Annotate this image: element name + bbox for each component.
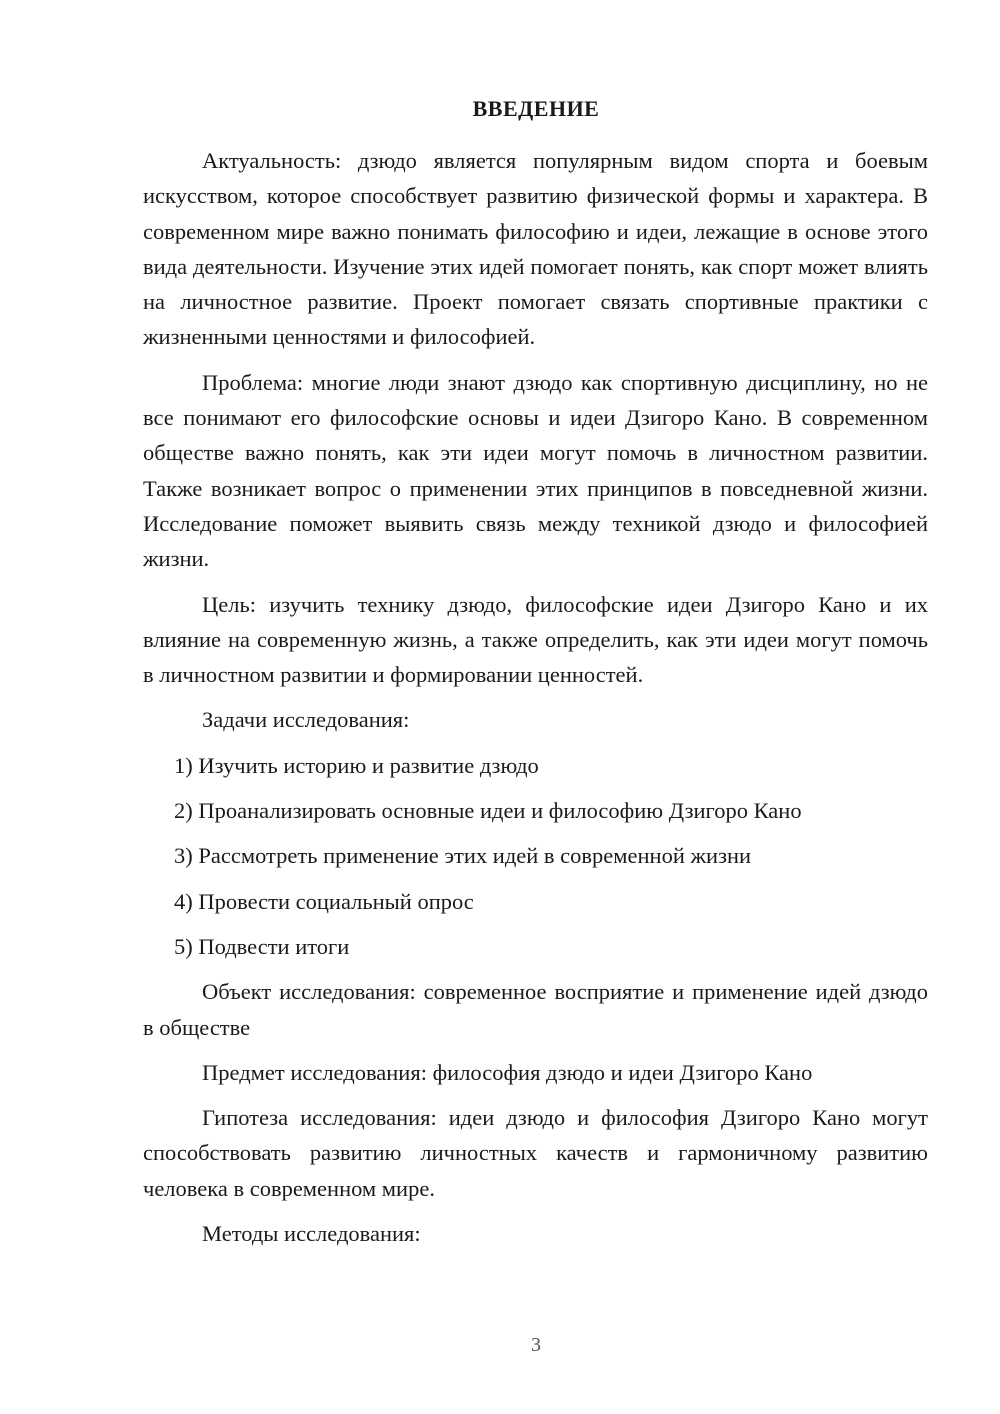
document-body xyxy=(143,143,928,1251)
task-item-2: 2) Проанализировать основные идеи и философию Дзигоро Кано xyxy=(174,798,802,824)
task-item-3: 3) Рассмотреть применение этих идей в современной жизни xyxy=(174,843,752,869)
relevance-paragraph: Актуальность: дзюдо является популярным видом спорта и боевым искусством, которое способствует развитию физической формы и характера. В современном мире важно понимать философию и идеи, лежащие в основе этого вида деятельности. Изучение этих идей помогает понять, как спорт может влиять на личностное развитие. Проект помогает связать спортивные практики с жизненными ценностями и философией. xyxy=(143,148,928,350)
problem-paragraph: Проблема: многие люди знают дзюдо как спортивную дисциплину, но не все понимают его философские основы и идеи Дзигоро Кано. В современном обществе важно понять, как эти идеи могут помочь в личностном развитии. Также возникает вопрос о применении этих принципов в повседневной жизни. Исследование поможет выявить связь между техникой дзюдо и философией жизни. xyxy=(143,369,928,572)
section-heading: ВВЕДЕНИЕ xyxy=(472,96,600,121)
task-item-1: 1) Изучить историю и развитие дзюдо xyxy=(174,752,539,778)
hypothesis-paragraph: Гипотеза исследования: идеи дзюдо и философия Дзигоро Кано могут способствовать развитию личностных качеств и гармоничному развитию человека в современном мире. xyxy=(143,1105,928,1201)
tasks-list xyxy=(143,748,928,964)
methods-label: Методы исследования: xyxy=(202,1221,421,1247)
task-item-5: 5) Подвести итоги xyxy=(174,933,350,959)
goal-paragraph: Цель: изучить технику дзюдо, философские идеи Дзигоро Кано и их влияние на современную жизнь, а также определить, как эти идеи могут помочь в личностном развитии и формировании ценностей. xyxy=(143,591,928,688)
object-paragraph: Объект исследования: современное восприятие и применение идей дзюдо в обществе xyxy=(143,979,928,1040)
tasks-label: Задачи исследования: xyxy=(202,707,410,733)
task-item-4: 4) Провести социальный опрос xyxy=(174,888,474,914)
page-number: 3 xyxy=(531,1334,541,1356)
subject-paragraph: Предмет исследования: философия дзюдо и идеи Дзигоро Кано xyxy=(202,1059,813,1085)
